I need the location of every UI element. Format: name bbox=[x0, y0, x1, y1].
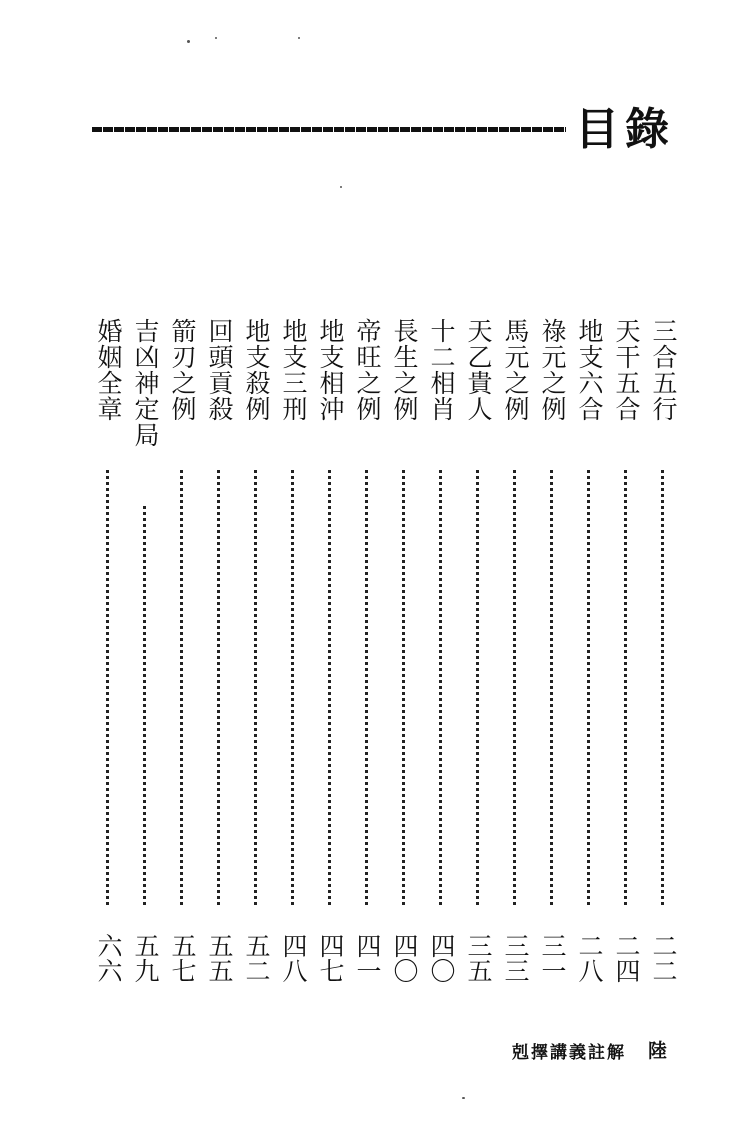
header-rule bbox=[92, 127, 566, 132]
toc-entry bbox=[386, 318, 422, 983]
toc-dot-leader bbox=[550, 470, 553, 905]
toc-entry-page: 二四 bbox=[612, 933, 641, 983]
toc-dot-leader bbox=[513, 470, 516, 905]
toc-entry-page: 四〇 bbox=[427, 933, 456, 983]
toc-entry-label: 長生之例 bbox=[390, 318, 419, 422]
toc-entry-page: 四八 bbox=[279, 933, 308, 983]
toc-dot-leader bbox=[476, 470, 479, 905]
toc-entry-page: 三一 bbox=[538, 933, 567, 983]
toc-entry bbox=[534, 318, 570, 983]
toc-entry-label: 天干五合 bbox=[612, 318, 641, 422]
toc-dot-leader bbox=[328, 470, 331, 905]
footer-page-number: 陸 bbox=[648, 1040, 668, 1062]
toc-entry bbox=[127, 318, 163, 983]
toc-dot-leader bbox=[180, 470, 183, 905]
footer-book-title: 剋擇講義註解 bbox=[512, 1043, 626, 1063]
toc-entry-page: 二八 bbox=[575, 933, 604, 983]
toc-dot-leader bbox=[587, 470, 590, 905]
toc-entry-page: 五九 bbox=[131, 933, 160, 983]
toc-entry bbox=[164, 318, 200, 983]
toc-entry-label: 三合五行 bbox=[649, 318, 678, 422]
toc-entry-label: 地支殺例 bbox=[242, 318, 271, 422]
toc-entry-label: 天乙貴人 bbox=[464, 318, 493, 422]
toc-entry bbox=[349, 318, 385, 983]
toc-entry bbox=[238, 318, 274, 983]
toc-entry bbox=[423, 318, 459, 983]
toc-entry-page: 五七 bbox=[168, 933, 197, 983]
toc-dot-leader bbox=[624, 470, 627, 905]
page-title: 目錄 bbox=[575, 104, 675, 155]
toc-entry-label: 地支三刑 bbox=[279, 318, 308, 422]
toc-entry-label: 箭刃之例 bbox=[168, 318, 197, 422]
toc-dot-leader bbox=[254, 470, 257, 905]
toc-entry-page: 四一 bbox=[353, 933, 382, 983]
toc-dot-leader bbox=[365, 470, 368, 905]
toc-entry-page: 四七 bbox=[316, 933, 345, 983]
toc-dot-leader bbox=[439, 470, 442, 905]
toc-entry-page: 三三 bbox=[501, 933, 530, 983]
toc-entry bbox=[460, 318, 496, 983]
toc-entry-label: 吉凶神定局 bbox=[131, 318, 160, 448]
toc-dot-leader bbox=[661, 470, 664, 905]
toc-dot-leader bbox=[143, 506, 146, 905]
toc-entry-page: 三五 bbox=[464, 933, 493, 983]
toc-entry bbox=[201, 318, 237, 983]
toc-entry bbox=[90, 318, 126, 983]
toc-entry-page: 五二 bbox=[242, 933, 271, 983]
toc-entry-label: 回頭貢殺 bbox=[205, 318, 234, 422]
toc-entry-label: 馬元之例 bbox=[501, 318, 530, 422]
toc-entry-label: 婚姻全章 bbox=[94, 318, 123, 422]
toc-dot-leader bbox=[217, 470, 220, 905]
toc-entry-label: 帝旺之例 bbox=[353, 318, 382, 422]
toc-entry bbox=[608, 318, 644, 983]
toc-entry bbox=[312, 318, 348, 983]
toc-entry-label: 地支六合 bbox=[575, 318, 604, 422]
toc-entry-page: 二二 bbox=[649, 933, 678, 983]
toc-entry-page: 五五 bbox=[205, 933, 234, 983]
table-of-contents bbox=[80, 318, 680, 988]
toc-entry bbox=[497, 318, 533, 983]
toc-dot-leader bbox=[402, 470, 405, 905]
toc-entry bbox=[275, 318, 311, 983]
toc-entry-label: 祿元之例 bbox=[538, 318, 567, 422]
toc-entry-page: 六六 bbox=[94, 933, 123, 983]
toc-dot-leader bbox=[106, 470, 109, 905]
toc-entry-label: 地支相沖 bbox=[316, 318, 345, 422]
toc-entry-page: 四〇 bbox=[390, 933, 419, 983]
toc-entry bbox=[571, 318, 607, 983]
toc-entry bbox=[645, 318, 681, 983]
toc-dot-leader bbox=[291, 470, 294, 905]
toc-entry-label: 十二相肖 bbox=[427, 318, 456, 422]
